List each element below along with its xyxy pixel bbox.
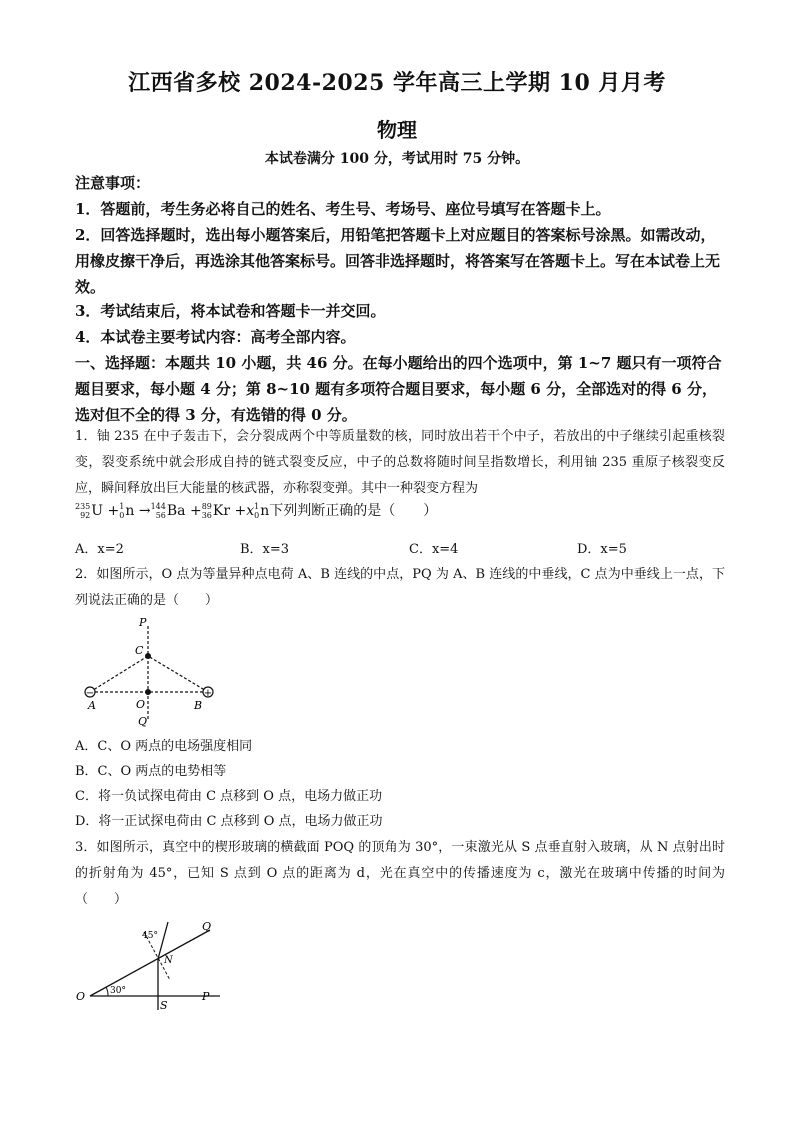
n-symbol: n <box>125 503 135 519</box>
q1-option-b[interactable]: B．x=3 <box>240 542 290 557</box>
label-p: P <box>139 616 147 629</box>
formula-tail: 下列判断正确的是（ ） <box>269 503 438 519</box>
kr-mass: 89 <box>201 502 212 511</box>
notice-item-3: 3．考试结束后，将本试卷和答题卡一并交回。 <box>75 302 386 320</box>
fission-equation: 235 92 U + 1 0 n → 144 56 Ba + 89 36 Kr +x 1 0 n下列判断正确的是（ ） <box>75 502 438 520</box>
score-line: 本试卷满分 100 分，考试用时 75 分钟。 <box>264 151 530 167</box>
label-c: C <box>135 644 144 657</box>
notice-item-1: 1．答题前，考生务必将自己的姓名、考生号、考场号、座位号填写在答题卡上。 <box>75 200 611 218</box>
u-symbol: U <box>91 503 104 519</box>
q2-option-c[interactable]: C．将一负试探电荷由 C 点移到 O 点，电场力做正功 <box>75 789 383 804</box>
notice-heading: 注意事项： <box>75 174 151 192</box>
point-c <box>145 653 151 659</box>
angle-30-arc <box>106 987 108 996</box>
n2-symbol: n <box>260 503 270 519</box>
q1-option-a[interactable]: A．x=2 <box>75 542 124 557</box>
bc-line <box>148 656 208 692</box>
n-mass: 1 <box>119 502 125 511</box>
x-symbol: x <box>246 503 255 519</box>
notice-item-2: 2．回答选择题时，选出每小题答案后，用铅笔把答题卡上对应题目的答案标号涂黑。如需改动，用橡皮擦干净后，再选涂其他答案标号。回答非选择题时，将答案写在答题卡上。写在本试卷上无效。 <box>75 226 721 296</box>
label-q: Q <box>138 715 148 728</box>
angle-30-label: 30° <box>110 986 126 996</box>
label-b: B <box>194 699 203 712</box>
ba-symbol: Ba <box>166 503 186 519</box>
label-s: S <box>160 999 168 1012</box>
n2-charge: 0 <box>254 511 260 520</box>
label-a: A <box>88 699 96 712</box>
label-p: P <box>202 990 210 1003</box>
kr-symbol: Kr <box>212 503 231 519</box>
reaction-arrow: → <box>138 503 151 519</box>
label-o: O <box>136 698 146 711</box>
ac-line <box>90 656 148 692</box>
n-charge: 0 <box>119 511 125 520</box>
u-mass: 235 <box>75 502 91 511</box>
section-intro: 一、选择题：本题共 10 小题，共 46 分。在每小题给出的四个选项中，第 1~7 题只有一项符合题目要求，每小题 4 分；第 8~10 题有多项符合题目要求，每小题 6 分，全部选对的得 6 分，选对但不全的得 3 分，有选错的得 0 分。 <box>75 354 722 424</box>
notice-item-4: 4．本试卷主要考试内容：高考全部内容。 <box>75 328 356 346</box>
q3-stem: 3．如图所示，真空中的楔形玻璃的横截面 POQ 的顶角为 30°，一束激光从 S 点垂直射入玻璃，从 N 点射出时的折射角为 45°，已知 S 点到 O 点的距离为 d，光在真空中的传播速度为 c，激光在玻璃中传播的时间为（ ） <box>75 840 725 907</box>
pos-sign: + <box>203 688 213 699</box>
ba-charge: 56 <box>155 511 166 520</box>
kr-charge: 36 <box>201 511 212 520</box>
n2-mass: 1 <box>254 502 260 511</box>
angle-45-label: 45° <box>142 931 158 941</box>
neg-sign: − <box>85 688 95 699</box>
q2-option-a[interactable]: A．C、O 两点的电场强度相同 <box>75 739 253 754</box>
q2-figure <box>80 612 220 730</box>
label-n: N <box>164 955 173 966</box>
u-charge: 92 <box>80 511 91 520</box>
q1-stem: 1．铀 235 在中子轰击下，会分裂成两个中等质量数的核，同时放出若干个中子，若放出的中子继续引起重核裂变，裂变系统中就会形成自持的链式裂变反应，中子的总数将随时间呈指数增长，利用铀 235 重原子核裂变反应，瞬间释放出巨大能量的核武器，亦称裂变弹。其中一种裂变方程为 <box>75 429 725 496</box>
label-q: Q <box>202 920 212 933</box>
q2-stem: 2．如图所示，O 点为等量异种点电荷 A、B 连线的中点，PQ 为 A、B 连线的中垂线，C 点为中垂线上一点，下列说法正确的是（ ） <box>75 567 725 608</box>
ba-mass: 144 <box>150 502 166 511</box>
q2-option-d[interactable]: D．将一正试探电荷由 C 点移到 O 点，电场力做正功 <box>75 814 383 829</box>
q1-options <box>75 538 725 560</box>
q2-option-b[interactable]: B．C、O 两点的电势相等 <box>75 764 227 779</box>
page-title: 江西省多校 2024-2025 学年高三上学期 10 月月考 <box>128 70 666 96</box>
q1-option-d[interactable]: D．x=5 <box>577 542 627 557</box>
q1-option-c[interactable]: C．x=4 <box>409 542 459 557</box>
point-o <box>145 689 151 695</box>
label-o: O <box>76 990 86 1003</box>
subject-title: 物理 <box>377 118 417 142</box>
q3-figure <box>70 918 230 1014</box>
